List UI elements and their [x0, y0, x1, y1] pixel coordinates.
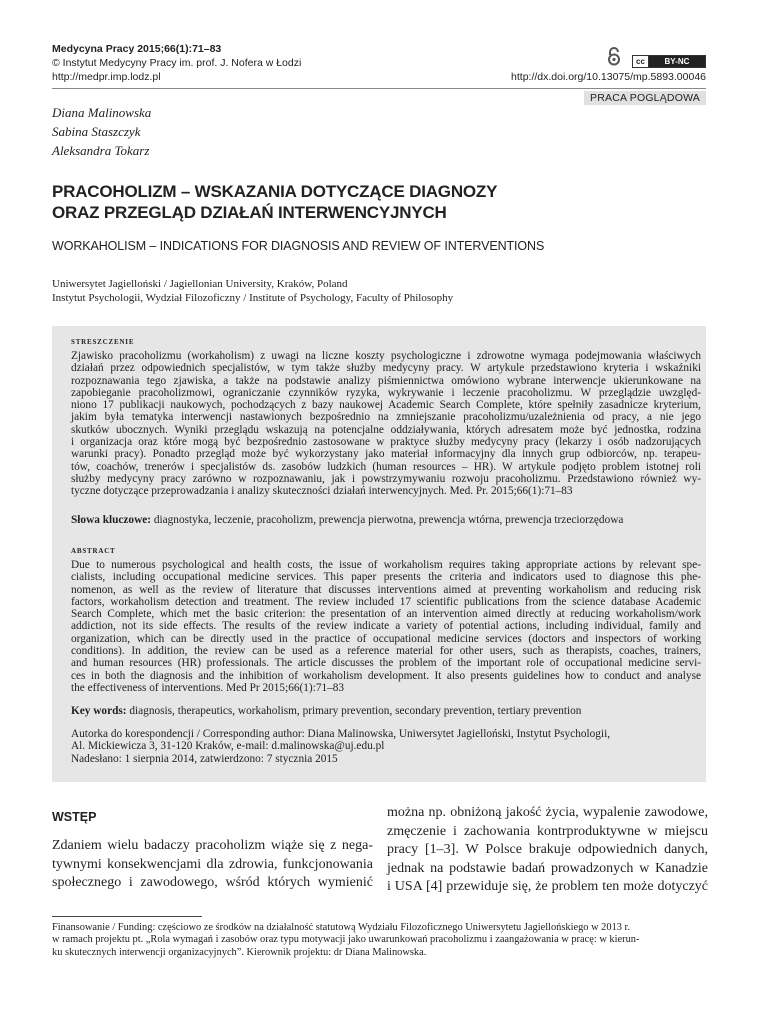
doi-link[interactable]: http://dx.doi.org/10.13075/mp.5893.00046: [511, 71, 706, 83]
text-line: społecznego i zawodowego, wśród których wymienić: [52, 875, 373, 890]
text-line: i USA [4] przewiduje się, że problem ten może dotyczyć: [387, 879, 708, 894]
journal-citation: Medycyna Pracy 2015;66(1):71–83: [52, 43, 222, 55]
footnote-line: w ramach projektu pt. „Rola wymagań i zasobów oraz typu motywacji jako uwarunkowań pracoholizmu i zaangażowania w pracę: w kierun-: [52, 934, 640, 946]
text-line: pracy [1–3]. W Polsce brakuje odpowiednich danych,: [387, 842, 708, 857]
affiliation: Uniwersytet Jagielloński / Jagiellonian University, Kraków, Poland: [52, 278, 348, 290]
text-line: tyczne dotyczące przeprowadzania i analizy skuteczności działań interwencyjnych. Med. Pr. 2015;66(1):71–83: [71, 485, 573, 498]
text-line: Search Complete, which met the basic criterion: the presentation of an intervention aimed directly at reducing workaholism/work: [71, 608, 701, 621]
author-name: Sabina Staszczyk: [52, 124, 141, 139]
abstract-text: [71, 559, 701, 694]
correspondence-line: Autorka do korespondencji / Corresponding author: Diana Malinowska, Uniwersytet Jagielloński, Instytut Psychologii,: [71, 728, 611, 740]
section-heading: WSTĘP: [52, 810, 97, 824]
article-title-polish: [52, 181, 572, 223]
funding-footnote: [52, 922, 706, 959]
text-line: warunki pracy). Ponadto przegląd może być wykorzystany jako materiał informacyjny dla innych grup odbiorców, np. terapeu-: [71, 448, 701, 461]
text-line: służby medycyny pracy zarówno w rozpoznawaniu, jak i powstrzymywaniu rozwoju pracoholizmu. Przedstawiono również wy-: [71, 472, 701, 485]
footnote-line: Finansowanie / Funding: częściowo ze środków na działalność statutową Wydziału Filozoficznego Uniwersytetu Jagiellońskiego w 2013 r.: [52, 922, 631, 933]
keywords-value: diagnostyka, leczenie, pracoholizm, prewencja pierwotna, prewencja wtórna, prewencja trzeciorzędowa: [153, 514, 624, 526]
text-line: conditions). In addition, the review can be used as a reference material for other users, such as therapists, coaches, trainers,: [71, 645, 701, 658]
license-badge[interactable]: [632, 55, 706, 68]
article-title-english: WORKAHOLISM – INDICATIONS FOR DIAGNOSIS AND REVIEW OF INTERVENTIONS: [52, 239, 545, 253]
text-line: skutków ubocznych. Wyniki przeglądu wskazują na potencjalne oddziaływania, których adresatem może być jednostka, rodzina: [71, 423, 701, 436]
abstract-heading: abstract: [71, 545, 116, 556]
keywords-value: diagnosis, therapeutics, workaholism, primary prevention, secondary prevention, tertiary prevention: [129, 705, 582, 717]
text-line: cialists, including occupational medicine services. This paper presents the criteria and indicators used to diagnose this phe-: [71, 571, 701, 584]
text-line: i organizacja oraz które mogą być bezpośrednio zastosowane w praktyce służby medycyny pracy (lekarzy i osób nadzorujących: [71, 436, 701, 449]
text-line: Zjawisko pracoholizmu (workaholism) z uwagi na liczne koszty psychologiczne i zdrowotne wymaga podejmowania właściwych: [71, 350, 701, 362]
text-line: ces in both the diagnosis and the inhibition of workaholism development. It also presents guidelines how to conduct and analyse: [71, 669, 701, 682]
keywords-english: [71, 705, 581, 717]
keywords-label: Key words:: [71, 705, 127, 717]
keywords-label: Słowa kluczowe:: [71, 514, 152, 526]
text-line: organization, which can be directly used in the practice of occupational medicine services (doctors and inspectors of working: [71, 632, 701, 645]
text-line: and human resources (HR) professionals. The article discusses the problem of the important role of occupational medicine servi-: [71, 657, 701, 670]
header-divider: [52, 88, 706, 89]
footnote-divider: [52, 916, 202, 917]
text-line: nomenon, as well as the review of literature that discusses interventions aimed at preventing workaholism and reducing risk: [71, 583, 701, 596]
correspondence-block: [71, 728, 610, 765]
correspondence-line: Al. Mickiewicza 3, 31-120 Kraków, e-mail: d.malinowska@uj.edu.pl: [71, 740, 385, 753]
affiliation: Instytut Psychologii, Wydział Filozoficzny / Institute of Psychology, Faculty of Philosophy: [52, 292, 454, 304]
footnote-line: ku skutecznych interwencji organizacyjnych”. Kierownik projektu: dr Diana Malinowska.: [52, 946, 427, 958]
author-name: Diana Malinowska: [52, 105, 152, 120]
body-left-column: [52, 837, 373, 893]
text-line: addiction, not its side effects. The results of the review indicate a variety of potential actions, including individual, family and: [71, 620, 701, 633]
text-line: niono 17 publikacji naukowych, pochodzących z bazy naukowej Academic Search Complete, które spełniły zasadnicze kryterium,: [71, 399, 701, 412]
title-line: ORAZ PRZEGLĄD DZIAŁAŃ INTERWENCYJNYCH: [52, 203, 447, 222]
journal-url-link[interactable]: http://medpr.imp.lodz.pl: [52, 71, 161, 83]
text-line: zapobieganie pracoholizmowi, ograniczanie czynników ryzyka, wykrywanie i leczenie pracoholizmu. W przeglądzie uwzględ-: [71, 386, 701, 399]
license-label: BY-NC: [649, 56, 705, 67]
text-line: działań przez odpowiednich specjalistów, w tym także służby medycyny pracy. W artykule przedstawiono kryteria i wskaźniki: [71, 362, 701, 375]
correspondence-line: Nadesłano: 1 sierpnia 2014, zatwierdzono: 7 stycznia 2015: [71, 752, 338, 765]
streszczenie-text: [71, 350, 701, 498]
text-line: Zdaniem wielu badaczy pracoholizm wiąże się z nega-: [52, 838, 373, 853]
body-right-column: [387, 804, 708, 897]
text-line: jakim była tematyka interwencji nastawionych bezpośrednio na zmniejszanie pracoholizmu/uzależnienia od pracy, a nie jego: [71, 411, 701, 424]
text-line: tywnymi konsekwencjami dla zdrowia, funkcjonowania: [52, 856, 373, 872]
copyright-line: © Instytut Medycyny Pracy im. prof. J. Nofera w Łodzi: [52, 57, 302, 69]
author-name: Aleksandra Tokarz: [52, 143, 150, 158]
creative-commons-icon: cc: [633, 56, 649, 67]
title-line: PRACOHOLIZM – WSKAZANIA DOTYCZĄCE DIAGNOZY: [52, 182, 498, 201]
text-line: można np. obniżoną jakość życia, wypalenie zawodowe,: [387, 805, 708, 820]
open-access-icon: [606, 46, 622, 66]
text-line: tów, coachów, trenerów i specjalistów ds. zasobów ludzkich (human resources – HR). W artykule podjęto problem istotnej roli: [71, 460, 701, 473]
text-line: factors, workaholism detection and treatment. The review included 17 scientific publications from the science database Academic: [71, 595, 701, 608]
article-type-badge: PRACA POGLĄDOWA: [584, 91, 706, 105]
text-line: jednak na podstawie badań prowadzonych w Kanadzie: [387, 860, 708, 876]
keywords-polish: [71, 514, 623, 526]
text-line: the effectiveness of interventions. Med Pr 2015;66(1):71–83: [71, 681, 345, 694]
streszczenie-heading: streszczenie: [71, 336, 135, 347]
abstract-box: [52, 326, 706, 782]
text-line: Due to numerous psychological and health costs, the issue of workaholism requires taking appropriate actions by relevant spe-: [71, 559, 701, 571]
text-line: rozpoznawania tego zjawiska, a także na podstawie analizy piśmiennictwa omówiono wybrane interwencje ukierunkowane na: [71, 374, 701, 387]
text-line: zmęczenie i zachowania kontrproduktywne w miejscu: [387, 823, 708, 839]
